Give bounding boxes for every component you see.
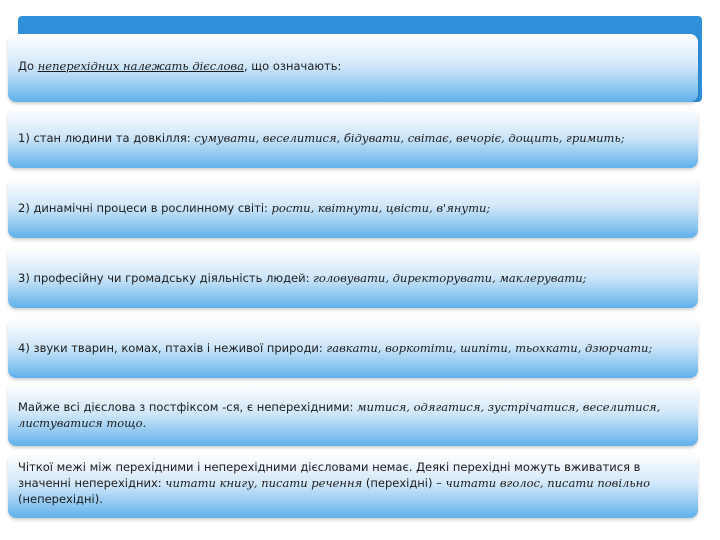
item-examples-3: головувати, директорувати, маклерувати;: [313, 271, 587, 285]
reflexive-lead: Майже всі дієслова з постфіксом -ся, є неперехідними:: [18, 400, 357, 414]
item-bar-2: [8, 178, 698, 238]
header-lead: До: [18, 59, 38, 73]
item-examples-2: рости, квітнути, цвісти, в'янути;: [271, 201, 491, 215]
note-text: [18, 459, 688, 507]
item-examples-1: сумувати, веселитися, бідувати, світає, вечоріє, дощить, гримить;: [194, 131, 625, 145]
item-lead-1: 1) стан людини та довкілля:: [18, 131, 195, 145]
item-lead-3: 3) професійну чи громадську діяльність людей:: [18, 271, 314, 285]
reflexive-bar: [8, 384, 698, 446]
note-p4: читати вголос, писати повільно: [445, 476, 651, 490]
item-examples-4: гавкати, воркотіти, шипіти, тьохкати, дзюрчати;: [326, 341, 653, 355]
item-text-1: [18, 130, 625, 146]
header-bar: [8, 34, 698, 102]
item-lead-4: 4) звуки тварин, комах, птахів і неживої природи:: [18, 341, 327, 355]
item-bar-3: [8, 248, 698, 308]
item-text-4: [18, 340, 652, 356]
header-text: [18, 58, 341, 74]
reflexive-examples: митися, одягатися, зустрічатися, веселитися, листуватися тощо.: [18, 400, 661, 430]
note-p2: читати книгу, писати речення: [165, 476, 363, 490]
reflexive-text: [18, 399, 688, 431]
item-bar-4: [8, 318, 698, 378]
note-p5: (неперехідні).: [18, 492, 103, 506]
header-tail: , що означають:: [243, 59, 342, 73]
item-text-2: [18, 200, 490, 216]
note-bar: [8, 453, 698, 518]
note-p3: (перехідні) –: [362, 476, 446, 490]
item-lead-2: 2) динамічні процеси в рослинному світі:: [18, 201, 272, 215]
header-underlined: неперехідних належать дієслова: [37, 59, 244, 73]
item-text-3: [18, 270, 587, 286]
item-bar-1: [8, 108, 698, 168]
note-p1: Чіткої межі між перехідними і неперехідними дієсловами немає. Деякі перехідні можуть вживатися в значенні неперехідних:: [18, 460, 641, 490]
